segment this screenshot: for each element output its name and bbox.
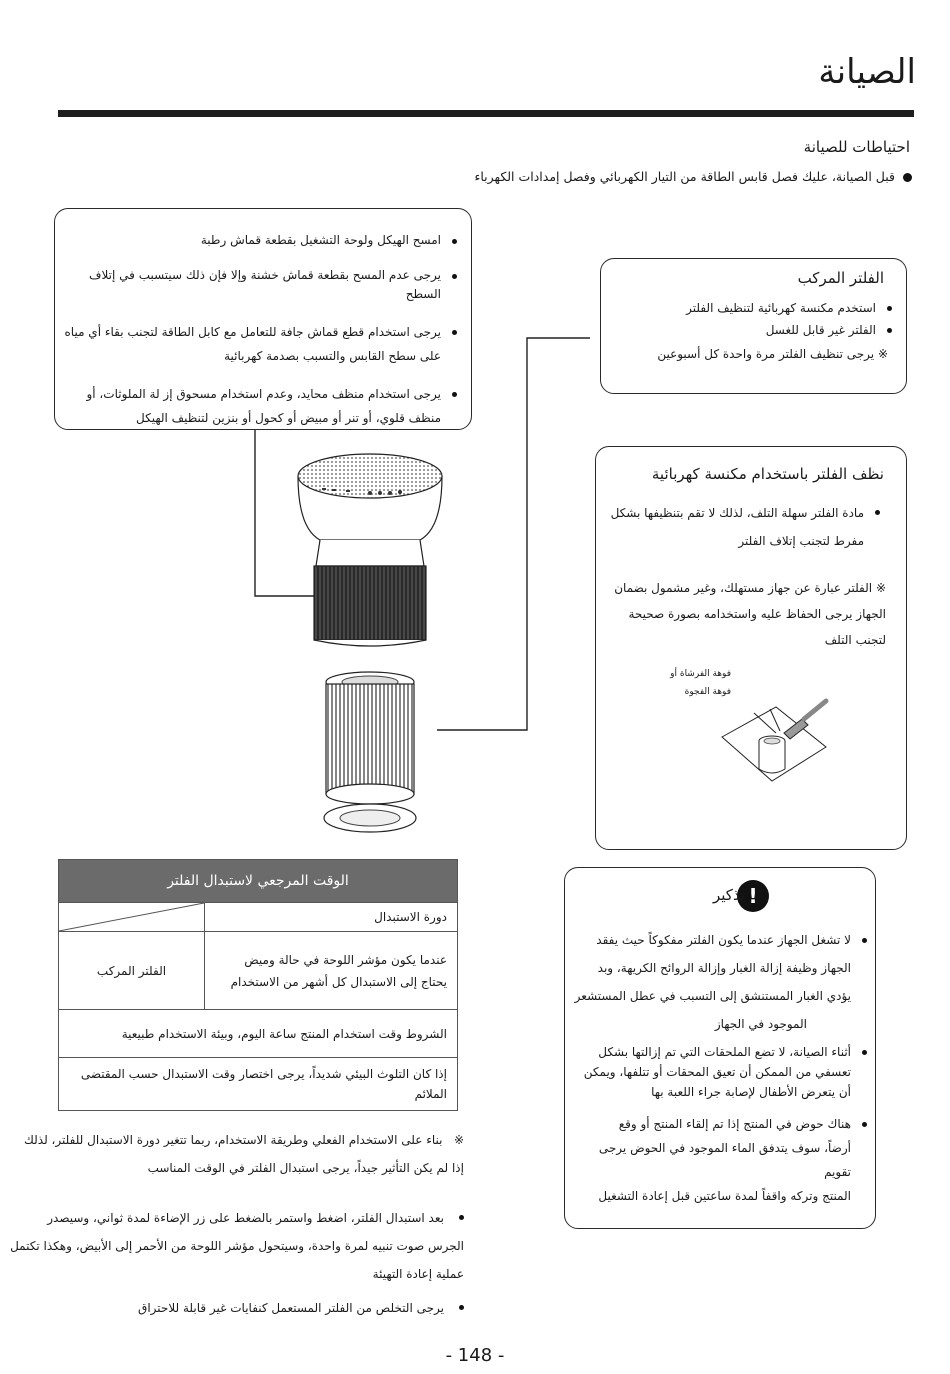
conditions-cell: الشروط وقت استخدام المنتج ساعة اليوم، وبيئة الاستخدام طبيعية xyxy=(59,1010,458,1058)
composite-filter-title: الفلتر المركب xyxy=(797,269,884,287)
cycle-header: دورة الاستبدال xyxy=(205,903,458,932)
body-care-list xyxy=(57,231,457,430)
usage-note: ※ بناء على الاستخدام الفعلي وطريقة الاستخدام، ربما تتغير دورة الاستبدال للفلتر، لذلك إذا لم يكن التأثير جيداً، يرجى استبدال الفلتر في الوقت المناسب xyxy=(24,1133,464,1175)
list-item: استخدم مكنسة كهربائية لتنظيف الفلتر xyxy=(612,297,892,319)
list-item: أثناء الصيانة، لا تضع الملحقات التي تم إزالتها بشكل تعسفي من الممكن أن تعيق المحقات أو تتلفها، ويمكن أن يتعرض الأطفال لإصابة جراء اللعبة بها xyxy=(571,1042,867,1102)
vacuum-illustration xyxy=(714,695,834,795)
note-mark-icon: ※ xyxy=(453,1133,464,1147)
list-item: امسح الهيكل ولوحة التشغيل بقطعة قماش رطبة xyxy=(57,231,457,250)
diagonal-divider xyxy=(59,903,204,931)
vacuum-list xyxy=(610,499,880,555)
composite-filter-note: ※ يرجى تنظيف الفلتر مرة واحدة كل أسبوعين xyxy=(657,347,888,361)
body-care-box xyxy=(54,208,472,430)
vacuum-title: نظف الفلتر باستخدام مكنسة كهربائية xyxy=(651,465,884,483)
precautions-heading: احتياطات للصيانة xyxy=(803,138,910,156)
reset-list xyxy=(10,1204,464,1322)
page-number: - 148 - xyxy=(445,1345,505,1366)
list-item: مادة الفلتر سهلة التلف، لذلك لا تقم بتنظيفها بشكل مفرط لتجنب إتلاف الفلتر xyxy=(610,499,880,555)
composite-filter-box xyxy=(600,258,907,394)
reminder-list xyxy=(571,926,867,1208)
reminder-box xyxy=(564,867,876,1229)
list-item: الفلتر غير قابل للغسل xyxy=(612,319,892,341)
table-corner xyxy=(59,903,205,932)
list-item: هناك حوض في المنتج إذا تم إلقاء المنتج أو وقع أرضاً، سوف يتدفق الماء الموجود في الحوض يرجى تقويم المنتج وتركه واقفاً لمدة ساعتين قبل إعادة التشغيل xyxy=(571,1112,867,1208)
reference-table xyxy=(58,859,458,1111)
row-label: الفلتر المركب xyxy=(59,932,205,1010)
reference-table-title: الوقت المرجعي لاستبدال الفلتر xyxy=(59,860,458,903)
reminder-title: تذكير xyxy=(713,886,745,904)
composite-filter-list xyxy=(612,297,892,341)
list-item: يرجى استخدام منظف محايد، وعدم استخدام مسحوق إز لة الملوثات، أو منظف قلوي، أو تنر أو مبيض أو كحول أو بنزين لتنظيف الهيكل xyxy=(57,382,457,430)
note-mark-icon: ※ xyxy=(877,347,888,361)
list-item: يرجى استخدام قطع قماش جافة للتعامل مع كابل الطاقة لتجنب بقاء أي مياه على سطح القابس والتسبب بصدمة كهربائية xyxy=(57,320,457,368)
precautions-note-text: قبل الصيانة، عليك فصل قابس الطاقة من التيار الكهربائي وفصل إمدادات الكهرباء xyxy=(474,169,895,184)
list-item: يرجى عدم المسح بقطعة قماش خشنة وإلا فإن ذلك سيتسبب في إتلاف السطح xyxy=(57,266,457,304)
list-item: لا تشغل الجهاز عندما يكون الفلتر مفكوكاً حيث يفقد الجهاز وظيفة إزالة الغبار وإزالة الروائح الكريهة، وبد يؤدي الغبار المستنشق إلى التسبب في عطل المستشعر الموجود في الجهاز xyxy=(571,926,867,1038)
pollution-cell: إذا كان التلوث البيئي شديداً، يرجى اختصار وقت الاستبدال حسب المقتضى الملائم xyxy=(59,1058,458,1111)
warning-icon: ! xyxy=(737,880,769,912)
vacuum-note: ※ الفلتر عبارة عن جهاز مستهلك، وغير مشمول بضمان الجهاز يرجى الحفاظ عليه واستخدامه بصورة صحيحة لتجنب التلف xyxy=(614,581,886,647)
note-mark-icon: ※ xyxy=(875,581,886,595)
nozzle-label: فوهة الفرشاة أو فوهة الفجوة xyxy=(670,669,731,697)
vacuum-box xyxy=(595,446,907,850)
air-purifier-illustration xyxy=(290,448,450,838)
replace-cycle-cell: عندما يكون مؤشر اللوحة في حالة وميض يحتاج إلى الاستبدال كل أشهر من الاستخدام xyxy=(205,932,458,1010)
list-item: يرجى التخلص من الفلتر المستعمل كنفايات غير قابلة للاحتراق xyxy=(14,1294,464,1322)
page-title: الصيانة xyxy=(818,52,916,92)
list-item: بعد استبدال الفلتر، اضغط واستمر بالضغط على زر الإضاءة لمدة ثواني، وسيصدر الجرس صوت تنبيه لمرة واحدة، وسيتحول مؤشر اللوحة من الأحمر إلى الأبيض، وهكذا تكتمل عملية إعادة التهيئة xyxy=(10,1211,464,1281)
